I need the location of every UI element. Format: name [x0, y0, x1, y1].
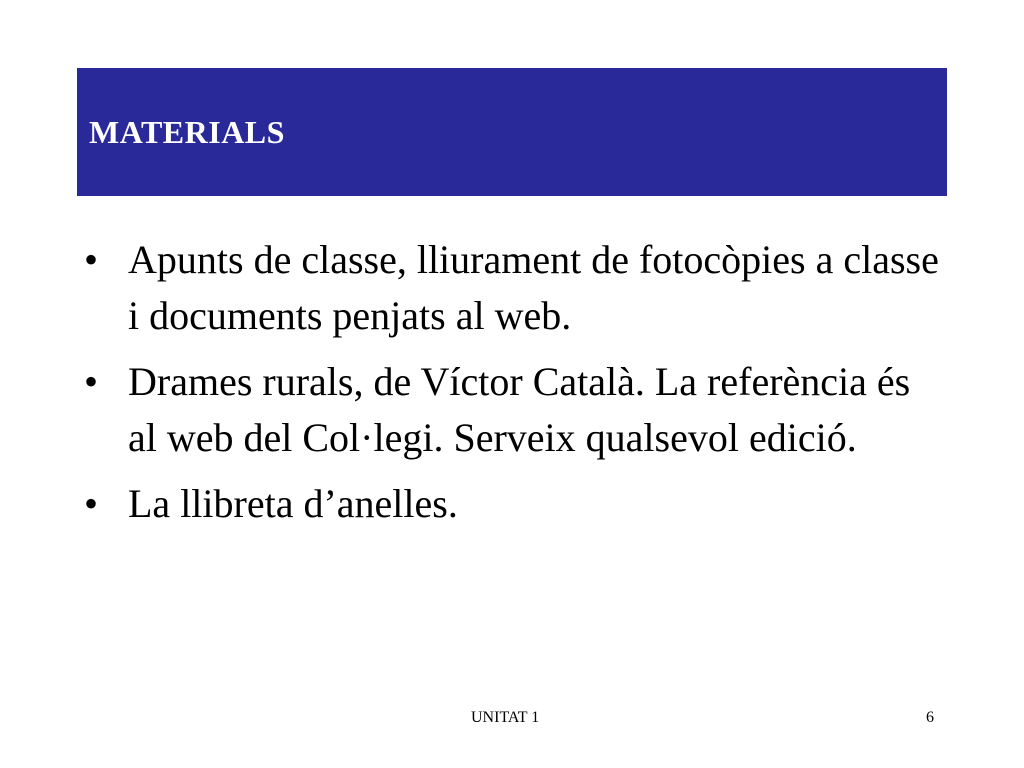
bullet-text: La llibreta d’anelles. — [128, 481, 458, 526]
title-bar — [77, 68, 947, 196]
page-number: 6 — [926, 709, 934, 726]
bullet-item — [84, 354, 944, 466]
bullet-item — [84, 476, 944, 532]
bullet-item — [84, 232, 944, 344]
bullet-list — [84, 232, 944, 542]
bullet-marker: • — [84, 237, 99, 282]
slide-title: MATERIALS — [89, 114, 285, 150]
bullet-marker: • — [84, 359, 99, 404]
bullet-marker: • — [84, 481, 99, 526]
bullet-text: Apunts de classe, lliurament de fotocòpies a classe i documents penjats al web. — [128, 237, 939, 338]
bullet-text: Drames rurals, de Víctor Català. La referència és al web del Col·legi. Serveix qualsevol edició. — [128, 359, 911, 460]
footer-unit-label: UNITAT 1 — [471, 709, 540, 726]
